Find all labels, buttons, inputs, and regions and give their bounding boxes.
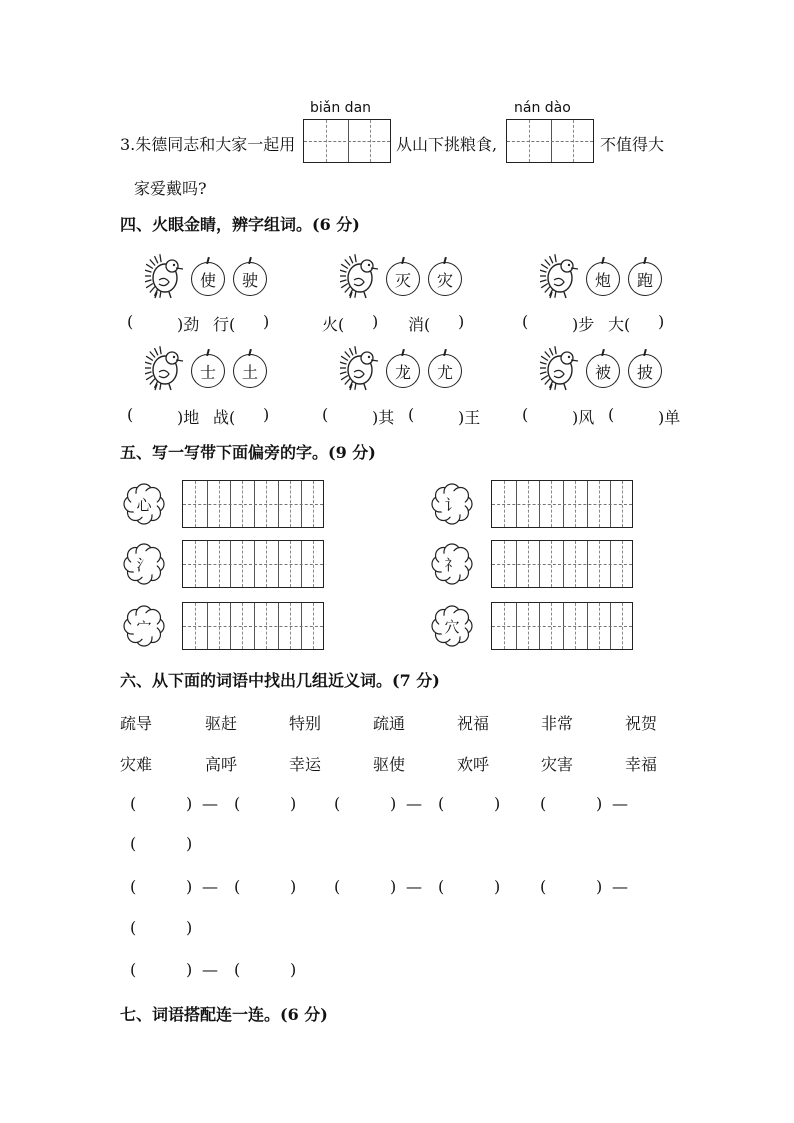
- answer-blank[interactable]: (: [322, 405, 329, 424]
- word-item: 非常: [541, 714, 574, 733]
- paren-close: ): [186, 918, 193, 937]
- answer-blank[interactable]: (: [522, 405, 529, 424]
- answer-blank[interactable]: ): [263, 312, 270, 331]
- word-item: 祝福: [457, 714, 490, 733]
- apple-char-被: 被: [586, 354, 620, 388]
- answer-blank[interactable]: 火(: [322, 315, 345, 334]
- writing-grid[interactable]: [182, 602, 324, 650]
- apple-char-士: 士: [191, 354, 225, 388]
- apple-char-披: 披: [628, 354, 662, 388]
- answer-blank[interactable]: (: [127, 312, 134, 331]
- section6-heading: 六、从下面的词语中找出几组近义词。(7 分): [120, 671, 440, 690]
- answer-blank[interactable]: )王: [458, 408, 481, 427]
- word-item: 欢呼: [457, 755, 490, 774]
- answer-blank[interactable]: ): [372, 312, 379, 331]
- paren-close: ): [494, 877, 501, 896]
- word-item: 高呼: [205, 755, 238, 774]
- apple-char-灾: 灾: [428, 262, 462, 296]
- answer-blank[interactable]: )劲: [177, 315, 200, 334]
- pair-dash: —: [612, 794, 628, 813]
- paren-open: (: [334, 877, 341, 896]
- apple-char-尤: 尤: [428, 354, 462, 388]
- paren-close: ): [390, 794, 397, 813]
- answer-blank[interactable]: 战(: [213, 408, 236, 427]
- writing-grid[interactable]: [491, 602, 633, 650]
- radical-flower: [430, 604, 474, 648]
- hedgehog-icon: [340, 250, 382, 300]
- word-item: 驱赶: [205, 714, 238, 733]
- paren-open: (: [234, 960, 241, 979]
- answer-box-nandao[interactable]: [506, 119, 594, 163]
- hedgehog-icon: [145, 250, 187, 300]
- word-item: 祝贺: [625, 714, 658, 733]
- paren-close: ): [186, 834, 193, 853]
- answer-blank[interactable]: ): [458, 312, 465, 331]
- paren-close: ): [494, 794, 501, 813]
- answer-blank[interactable]: ): [263, 405, 270, 424]
- paren-open: (: [334, 794, 341, 813]
- radical-label: 氵: [136, 556, 152, 574]
- word-item: 幸福: [625, 755, 658, 774]
- answer-blank[interactable]: )地: [177, 408, 200, 427]
- paren-open: (: [130, 834, 137, 853]
- paren-close: ): [390, 877, 397, 896]
- answer-blank[interactable]: (: [608, 405, 615, 424]
- paren-open: (: [234, 877, 241, 896]
- paren-close: ): [290, 960, 297, 979]
- paren-close: ): [186, 877, 193, 896]
- writing-grid[interactable]: [182, 540, 324, 588]
- paren-close: ): [596, 877, 603, 896]
- word-item: 灾害: [541, 755, 574, 774]
- q3-text-after: 不值得大: [600, 135, 665, 154]
- paren-open: (: [234, 794, 241, 813]
- pair-dash: —: [202, 960, 218, 979]
- apple-char-跑: 跑: [628, 262, 662, 296]
- paren-open: (: [438, 794, 445, 813]
- apple-char-灭: 灭: [386, 262, 420, 296]
- paren-close: ): [186, 960, 193, 979]
- paren-close: ): [596, 794, 603, 813]
- word-item: 幸运: [289, 755, 322, 774]
- word-item: 驱使: [373, 755, 406, 774]
- answer-blank[interactable]: 大(: [608, 315, 631, 334]
- pair-dash: —: [202, 794, 218, 813]
- hedgehog-icon: [340, 342, 382, 392]
- word-item: 疏通: [373, 714, 406, 733]
- radical-flower: [122, 542, 166, 586]
- paren-close: ): [186, 794, 193, 813]
- radical-flower: [430, 482, 474, 526]
- pair-dash: —: [202, 877, 218, 896]
- paren-open: (: [130, 918, 137, 937]
- q3-text-line2: 家爱戴吗?: [134, 179, 207, 198]
- answer-blank[interactable]: )单: [658, 408, 681, 427]
- radical-label: 心: [136, 496, 152, 514]
- answer-blank[interactable]: )风: [572, 408, 595, 427]
- paren-close: ): [290, 877, 297, 896]
- word-item: 疏导: [120, 714, 153, 733]
- apple-char-驶: 驶: [233, 262, 267, 296]
- radical-label: 讠: [444, 496, 460, 514]
- answer-blank[interactable]: 行(: [213, 315, 236, 334]
- apple-char-龙: 龙: [386, 354, 420, 388]
- q3-text-before: 3.朱德同志和大家一起用: [120, 135, 296, 154]
- radical-flower: [122, 482, 166, 526]
- paren-open: (: [540, 794, 547, 813]
- radical-label: 礻: [444, 556, 460, 574]
- section5-heading: 五、写一写带下面偏旁的字。(9 分): [120, 443, 376, 462]
- paren-open: (: [540, 877, 547, 896]
- radical-flower: [430, 542, 474, 586]
- paren-open: (: [130, 960, 137, 979]
- pair-dash: —: [406, 877, 422, 896]
- apple-char-土: 土: [233, 354, 267, 388]
- pair-dash: —: [612, 877, 628, 896]
- paren-open: (: [438, 877, 445, 896]
- answer-blank[interactable]: (: [127, 405, 134, 424]
- hedgehog-icon: [145, 342, 187, 392]
- writing-grid[interactable]: [491, 480, 633, 528]
- answer-box-biandan[interactable]: [303, 119, 391, 163]
- q3-text-mid: 从山下挑粮食,: [396, 135, 498, 154]
- answer-blank[interactable]: ): [658, 312, 665, 331]
- apple-char-使: 使: [191, 262, 225, 296]
- paren-open: (: [130, 877, 137, 896]
- section4-heading: 四、火眼金睛，辨字组词。(6 分): [120, 215, 360, 234]
- radical-label: 穴: [444, 618, 460, 636]
- hedgehog-icon: [540, 250, 582, 300]
- answer-blank[interactable]: (: [408, 405, 415, 424]
- word-item: 特别: [289, 714, 322, 733]
- answer-blank[interactable]: )其: [372, 408, 395, 427]
- answer-blank[interactable]: (: [522, 312, 529, 331]
- answer-blank[interactable]: 消(: [408, 315, 431, 334]
- section7-heading: 七、词语搭配连一连。(6 分): [120, 1005, 328, 1024]
- pair-dash: —: [406, 794, 422, 813]
- radical-label: 宀: [136, 618, 152, 636]
- apple-char-炮: 炮: [586, 262, 620, 296]
- pinyin-nandao: nán dào: [514, 100, 571, 116]
- paren-close: ): [290, 794, 297, 813]
- paren-open: (: [130, 794, 137, 813]
- writing-grid[interactable]: [182, 480, 324, 528]
- radical-flower: [122, 604, 166, 648]
- word-item: 灾难: [120, 755, 153, 774]
- writing-grid[interactable]: [491, 540, 633, 588]
- hedgehog-icon: [540, 342, 582, 392]
- answer-blank[interactable]: )步: [572, 315, 595, 334]
- pinyin-biandan: biǎn dan: [310, 100, 372, 116]
